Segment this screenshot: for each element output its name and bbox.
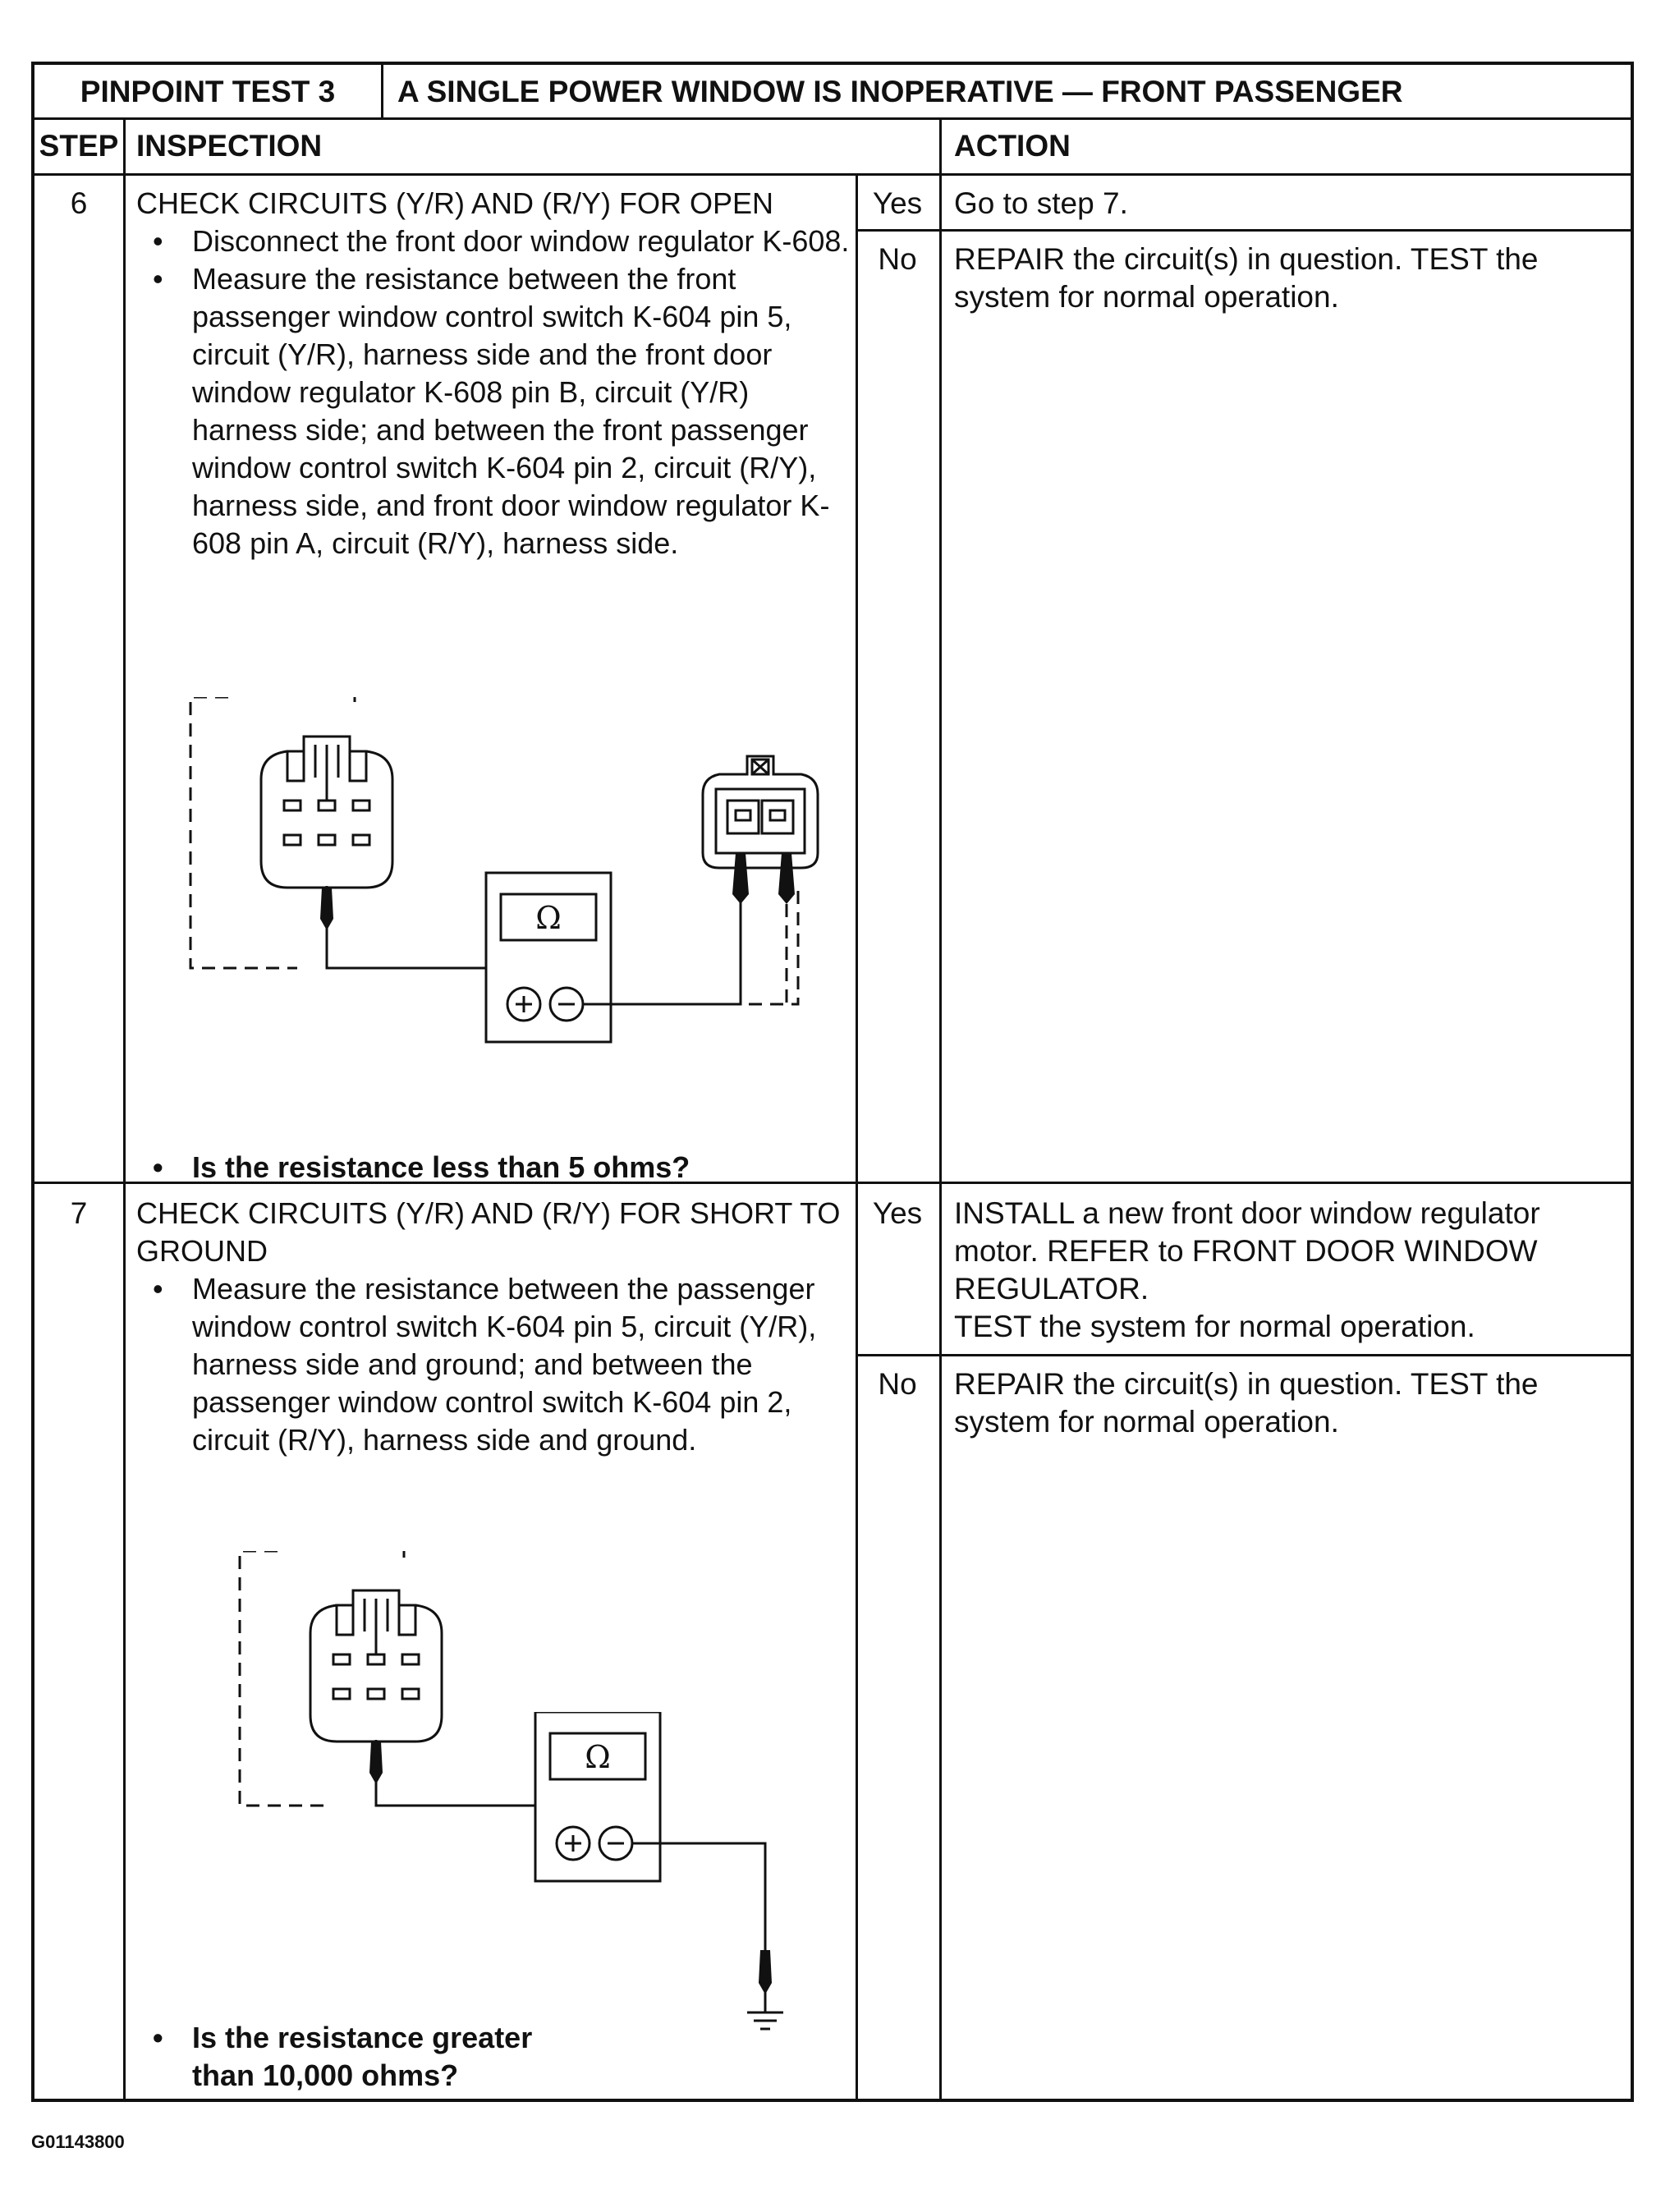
step-inspection	[136, 1195, 851, 1459]
no-action: REPAIR the circuit(s) in question. TEST the system for normal operation.	[954, 242, 1539, 314]
multimeter-icon	[486, 873, 611, 1042]
step-title: CHECK CIRCUITS (Y/R) AND (R/Y) FOR SHORT TO GROUND	[136, 1196, 841, 1268]
step-bullet: • Disconnect the front door window regulator K-608.	[136, 223, 851, 260]
yes-label: Yes	[872, 186, 923, 220]
yes-action-line: INSTALL a new front door window regulator motor. REFER to FRONT DOOR WINDOW REGULATOR.	[954, 1196, 1540, 1306]
yes-action: Go to step 7.	[954, 186, 1128, 220]
test-title: A SINGLE POWER WINDOW IS INOPERATIVE — FRONT PASSENGER	[397, 75, 1403, 108]
rule-step7-yes-bottom	[856, 1354, 1631, 1356]
figure-code: G01143800	[31, 2132, 125, 2152]
yes-label: Yes	[872, 1196, 923, 1230]
rule-header-split	[381, 65, 383, 117]
step-bullet-list	[136, 223, 851, 562]
step-number: 6	[70, 186, 88, 220]
column-inspection: INSPECTION	[136, 129, 323, 163]
rule-step6-yes-bottom	[856, 229, 1631, 232]
meter-symbol: Ω	[535, 900, 562, 936]
continuity-test-diagram	[182, 697, 823, 1091]
question-text: • Is the resistance less than 5 ohms?	[136, 1149, 851, 1186]
step-title: CHECK CIRCUITS (Y/R) AND (R/Y) FOR OPEN	[136, 186, 774, 220]
no-action: REPAIR the circuit(s) in question. TEST the system for normal operation.	[954, 1367, 1539, 1439]
regulator-connector-icon	[703, 756, 818, 868]
rule-header-bottom	[34, 117, 1631, 120]
step-number: 7	[70, 1196, 88, 1230]
step-bullet: • Measure the resistance between the front passenger window control switch K-604 pin 5, circuit (Y/R), harness side and the front door window regulator K-608 pin B, circuit (Y/R) harness side; and between the front passenger window control switch K-604 pin 2, circuit (R/Y), harness side, and front door window regulator K-608 pin A, circuit (R/Y), harness side.	[136, 260, 851, 562]
step-question	[136, 1149, 851, 1186]
rule-yesno-column	[856, 173, 858, 2099]
no-label: No	[878, 242, 917, 276]
question-text: • Is the resistance greater than 10,000 ohms?	[136, 2019, 851, 2095]
yes-action	[954, 1195, 1611, 1346]
step-question	[136, 2019, 851, 2095]
meter-and-ground	[494, 1712, 823, 2040]
rule-step-column	[123, 117, 126, 2099]
step-inspection	[136, 185, 851, 562]
step-bullet-list	[136, 1270, 851, 1459]
test-label: PINPOINT TEST 3	[80, 75, 336, 108]
step-bullet: • Measure the resistance between the passenger window control switch K-604 pin 5, circuit (Y/R), harness side and ground; and between the passenger window control switch K-604 pin 2, circuit (R/Y), harness side and ground.	[136, 1270, 851, 1459]
column-action: ACTION	[954, 129, 1071, 163]
rule-columns-bottom	[34, 173, 1631, 176]
yes-action-line: TEST the system for normal operation.	[954, 1310, 1475, 1343]
pinpoint-test-table	[31, 62, 1634, 2102]
meter-symbol: Ω	[585, 1739, 611, 1775]
no-label: No	[878, 1367, 917, 1401]
rule-action-column	[939, 117, 942, 2099]
column-step: STEP	[39, 129, 119, 163]
